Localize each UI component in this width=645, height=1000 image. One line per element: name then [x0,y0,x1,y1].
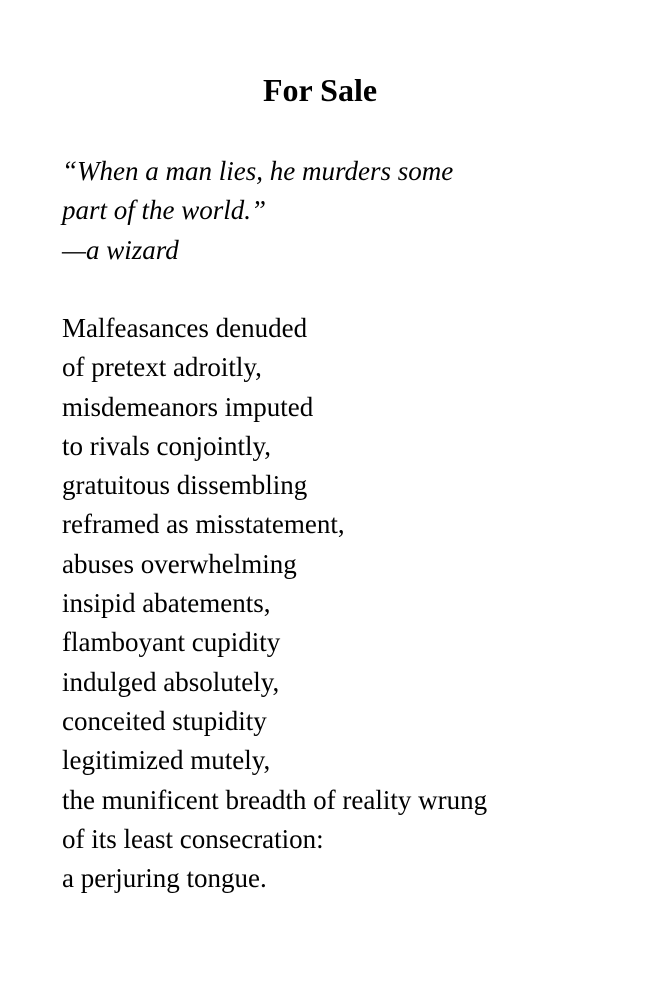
poem-title: For Sale [262,72,378,108]
epigraph [62,152,622,270]
poem-line: of its least consecration: [62,823,324,854]
poem-line: insipid abatements, [62,588,271,619]
poem-body [62,309,632,898]
poem-line: of pretext adroitly, [62,352,262,383]
poem-line: flamboyant cupidity [62,627,281,658]
poem-line: to rivals conjointly, [62,430,271,461]
poem-line: reframed as misstatement, [62,509,345,540]
poem-line: indulged absolutely, [62,666,280,697]
poem-line: legitimized mutely, [62,745,271,776]
poem-line: Malfeasances denuded [62,313,308,343]
epigraph-line: “When a man lies, he murders some [62,156,454,186]
poem-line: conceited stupidity [62,705,267,736]
poem-line: abuses overwhelming [62,548,297,579]
epigraph-attribution: —a wizard [62,234,179,265]
poem-line: the munificent breadth of reality wrung [62,784,488,815]
epigraph-line: part of the world.” [62,195,267,226]
poem-line: a perjuring tongue. [62,863,267,894]
poem-line: gratuitous dissembling [62,470,308,501]
poem-line: misdemeanors imputed [62,391,314,422]
